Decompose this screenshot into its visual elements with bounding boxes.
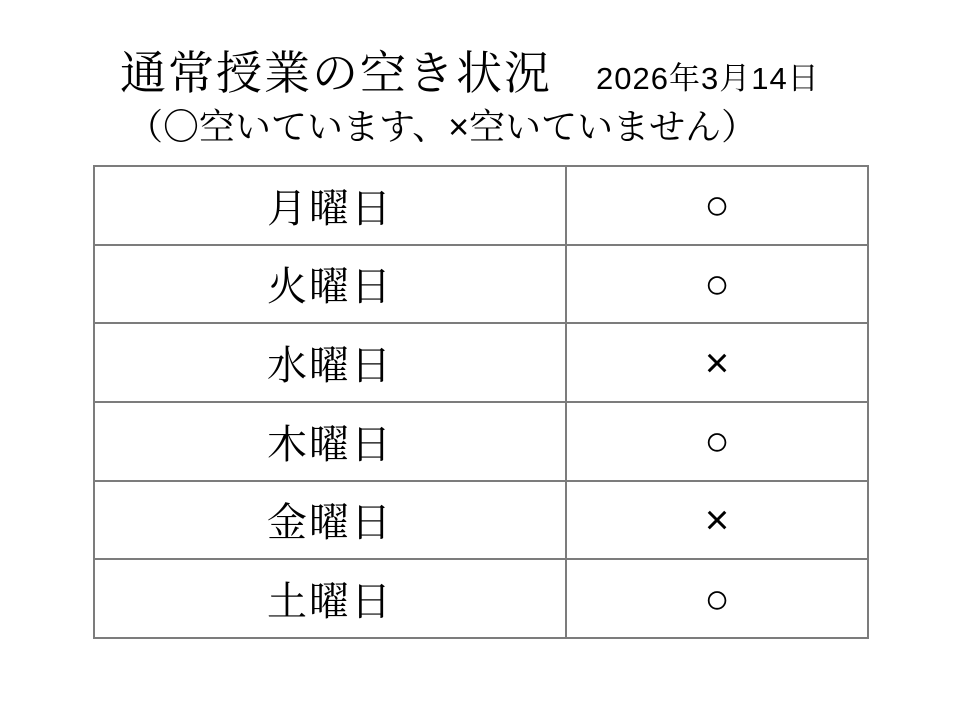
status-cell: × <box>566 323 868 402</box>
title-row <box>120 48 820 99</box>
day-cell: 火曜日 <box>94 245 566 324</box>
availability-table <box>93 165 869 639</box>
table-row <box>94 166 868 245</box>
status-cell: ○ <box>566 245 868 324</box>
table-row <box>94 481 868 560</box>
availability-table-body <box>94 166 868 638</box>
day-cell: 金曜日 <box>94 481 566 560</box>
status-cell: ○ <box>566 559 868 638</box>
status-cell: ○ <box>566 166 868 245</box>
table-row <box>94 559 868 638</box>
legend-text: （〇空いています、×空いていません） <box>127 106 758 147</box>
page-title: 通常授業の空き状況 <box>120 47 552 99</box>
date-label: 2026年3月14日 <box>596 61 820 96</box>
table-row <box>94 323 868 402</box>
day-cell: 木曜日 <box>94 402 566 481</box>
table-row <box>94 245 868 324</box>
status-cell: × <box>566 481 868 560</box>
day-cell: 月曜日 <box>94 166 566 245</box>
status-cell: ○ <box>566 402 868 481</box>
day-cell: 水曜日 <box>94 323 566 402</box>
table-row <box>94 402 868 481</box>
day-cell: 土曜日 <box>94 559 566 638</box>
